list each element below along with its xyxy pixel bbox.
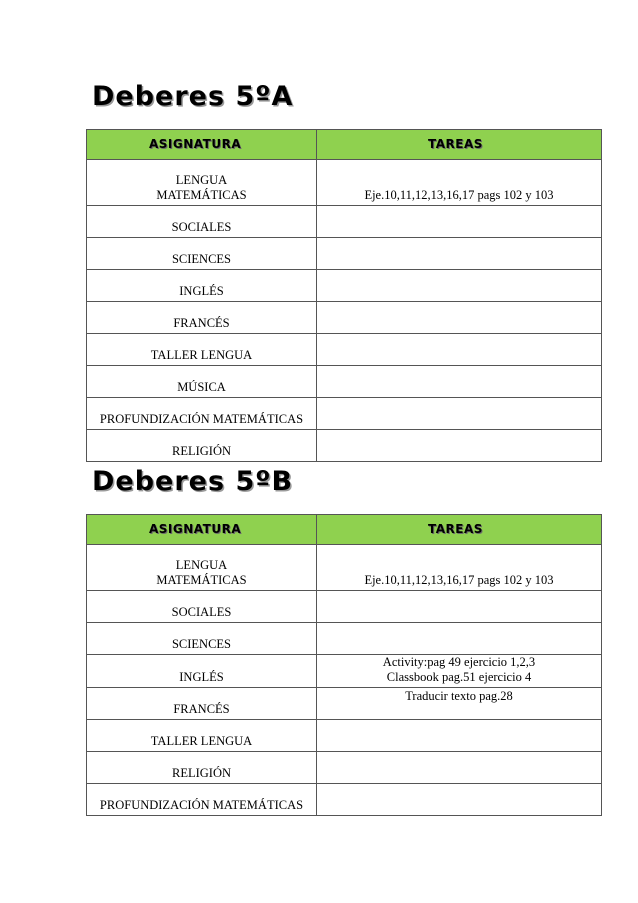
subject-cell: TALLER LENGUA xyxy=(87,720,317,752)
task-cell xyxy=(317,270,602,302)
section-title-5a: Deberes 5ºA xyxy=(92,81,294,112)
task-text: Traducir texto pag.28 xyxy=(405,689,513,703)
subject-cell: INGLÉS xyxy=(87,655,317,688)
subject-cell xyxy=(87,160,317,206)
table-row xyxy=(87,430,602,462)
subject-label: MATEMÁTICAS xyxy=(156,188,247,202)
section-title-5b: Deberes 5ºB xyxy=(92,466,294,497)
subject-column-header: ASIGNATURA xyxy=(87,130,317,160)
subject-label: MATEMÁTICAS xyxy=(156,573,247,587)
task-cell xyxy=(317,784,602,816)
table-row xyxy=(87,720,602,752)
subject-label: LENGUA xyxy=(175,173,228,187)
table-row xyxy=(87,270,602,302)
subject-cell: MÚSICA xyxy=(87,366,317,398)
task-cell xyxy=(317,398,602,430)
table-row xyxy=(87,655,602,688)
task-cell xyxy=(317,238,602,270)
subject-cell: TALLER LENGUA xyxy=(87,334,317,366)
subject-cell xyxy=(87,545,317,591)
task-cell xyxy=(317,591,602,623)
subject-label: LENGUA xyxy=(175,558,228,572)
subject-cell: SOCIALES xyxy=(87,591,317,623)
task-text: Classbook pag.51 ejercicio 4 xyxy=(386,670,532,684)
subject-column-header: ASIGNATURA xyxy=(87,515,317,545)
subject-cell: PROFUNDIZACIÓN MATEMÁTICAS xyxy=(87,398,317,430)
task-cell xyxy=(317,545,602,591)
table-row xyxy=(87,545,602,591)
task-cell xyxy=(317,688,602,720)
table-row xyxy=(87,688,602,720)
table-row xyxy=(87,366,602,398)
tasks-column-header: TAREAS xyxy=(317,515,602,545)
table-row xyxy=(87,334,602,366)
table-row xyxy=(87,784,602,816)
table-row xyxy=(87,206,602,238)
subject-cell: FRANCÉS xyxy=(87,688,317,720)
task-text: Eje.10,11,12,13,16,17 pags 102 y 103 xyxy=(364,573,554,587)
table-row xyxy=(87,623,602,655)
subject-cell: SOCIALES xyxy=(87,206,317,238)
task-cell xyxy=(317,160,602,206)
task-cell xyxy=(317,302,602,334)
header-row xyxy=(87,515,602,545)
header-row xyxy=(87,130,602,160)
table-row xyxy=(87,398,602,430)
task-cell xyxy=(317,334,602,366)
task-cell xyxy=(317,206,602,238)
subject-cell: INGLÉS xyxy=(87,270,317,302)
table-row xyxy=(87,752,602,784)
task-text: Eje.10,11,12,13,16,17 pags 102 y 103 xyxy=(364,188,554,202)
task-cell xyxy=(317,430,602,462)
subject-cell: RELIGIÓN xyxy=(87,430,317,462)
homework-table-5b xyxy=(86,514,602,816)
subject-cell: SCIENCES xyxy=(87,238,317,270)
table-row xyxy=(87,302,602,334)
task-text: Activity:pag 49 ejercicio 1,2,3 xyxy=(382,655,536,669)
task-cell xyxy=(317,366,602,398)
task-cell xyxy=(317,623,602,655)
task-cell xyxy=(317,720,602,752)
subject-cell: FRANCÉS xyxy=(87,302,317,334)
table-row xyxy=(87,160,602,206)
table-row xyxy=(87,238,602,270)
subject-cell: SCIENCES xyxy=(87,623,317,655)
task-cell xyxy=(317,655,602,688)
subject-cell: PROFUNDIZACIÓN MATEMÁTICAS xyxy=(87,784,317,816)
subject-cell: RELIGIÓN xyxy=(87,752,317,784)
table-row xyxy=(87,591,602,623)
tasks-column-header: TAREAS xyxy=(317,130,602,160)
homework-table-5a xyxy=(86,129,602,462)
task-cell xyxy=(317,752,602,784)
